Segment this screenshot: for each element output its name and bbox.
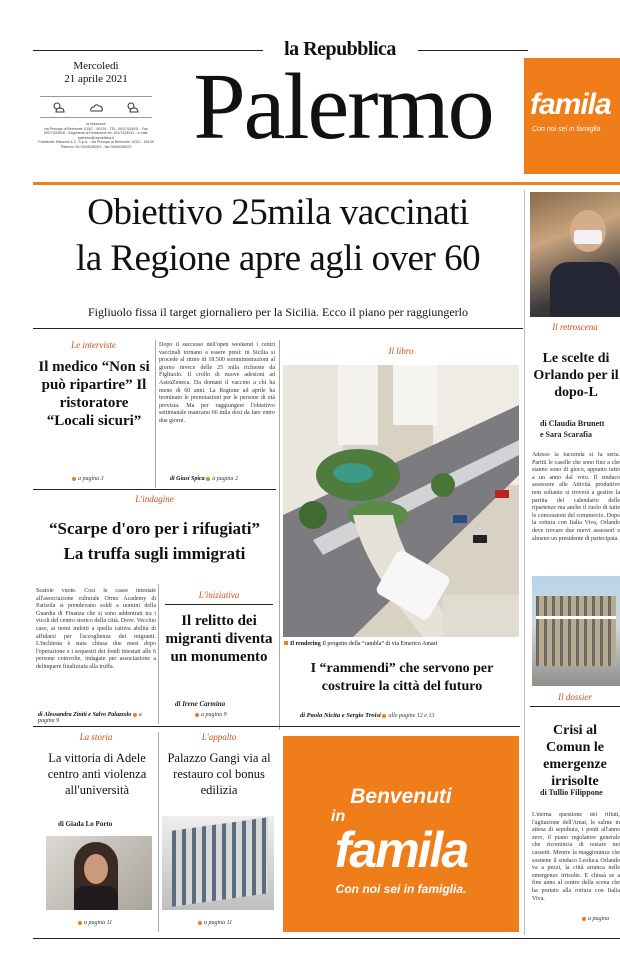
rendering-caption bbox=[284, 641, 520, 647]
sun-cloud-icon bbox=[125, 98, 141, 117]
main-page-ref[interactable] bbox=[206, 476, 238, 482]
col-sep-1 bbox=[155, 340, 156, 488]
date-day: Mercoledì bbox=[73, 60, 119, 72]
right-col-separator bbox=[524, 190, 525, 935]
ad-top-brand: famila bbox=[530, 88, 611, 121]
inquiry-rule bbox=[33, 489, 276, 490]
col-sep-3 bbox=[158, 584, 159, 724]
cloud-icon bbox=[88, 98, 104, 117]
inquiry-headline-1: “Scarpe d'oro per i rifugiati” bbox=[49, 519, 260, 538]
dossier-body: L'eterna questione dei rifiuti, l'agitazione dell'Amat, le salme in attesa di sepoltura, i ponti all'anno zero, il piano regolatore generale che ricomincia di restare nei cassetti. Mentre la maggioranza che sostiene il sindaco Leoluca Orlando va a pezzi, la città arranca nelle emergenze irrisolte. E chissà se a fine anno al centro della scena che ha portato alla rottura con Italia Viva. bbox=[532, 812, 620, 902]
dossier-page-ref[interactable] bbox=[582, 916, 609, 922]
masthead-rule-left bbox=[33, 50, 263, 51]
sun-cloud-icon bbox=[51, 98, 67, 117]
ad-main-welcome bbox=[283, 786, 519, 808]
date-box bbox=[36, 60, 156, 86]
inquiry-byline-row bbox=[38, 712, 158, 724]
ad-main-line1: Benvenuti bbox=[350, 785, 452, 808]
dossier-byline: di Tullio Filippone bbox=[540, 788, 603, 797]
contract-kicker: L'appalto bbox=[201, 732, 237, 742]
story-byline: di Giada Lo Porto bbox=[58, 820, 113, 828]
main-byline-row bbox=[170, 476, 238, 482]
interview-page-ref-text: a pagina 3 bbox=[78, 476, 104, 482]
caption-bold: Il rendering bbox=[290, 641, 321, 647]
brand-logo: la Repubblica bbox=[284, 38, 396, 60]
retro-byline bbox=[540, 418, 620, 440]
rendering-image bbox=[283, 365, 519, 637]
retro-headline[interactable]: Le scelte di Orlando per il dopo-L bbox=[533, 351, 619, 400]
adele-photo bbox=[46, 836, 152, 910]
initiative-page-ref-text: a pagina 9 bbox=[201, 712, 227, 718]
main-headline-line2: la Regione apre agli over 60 bbox=[75, 238, 481, 279]
colophon: la redazione via Principe di Belmonte 103/C - 90139 - TEL. 091/7434911 - Fax 091/7434918 - Segreteria di Redazione tel. 091/7434911 - e-mail: palermo@repubblica.it Pubblicità: Manzoni & C. S.p.A. - via Principe di Belmonte 103/C - 90139 Palermo Tel 091/6036901 - fax 091/6036923 bbox=[38, 122, 154, 149]
initiative-headline[interactable]: Il relitto dei migranti diventa un monumento bbox=[165, 613, 273, 665]
page-bottom-rule bbox=[33, 938, 620, 939]
bottom-row-rule bbox=[33, 726, 520, 727]
inquiry-byline: di Alessandra Ziniti bbox=[38, 712, 87, 718]
contract-page-ref-text: a pagina 11 bbox=[204, 920, 233, 926]
city-title: Palermo bbox=[193, 55, 493, 159]
book-byline-row bbox=[300, 712, 520, 719]
masthead-rule-right bbox=[418, 50, 528, 51]
book-kicker: Il libro bbox=[388, 346, 414, 356]
retro-byline-1: di Claudia Brunett bbox=[540, 419, 605, 428]
date-full: 21 aprile 2021 bbox=[64, 73, 128, 85]
inquiry-headline-2: La truffa sugli immigrati bbox=[63, 544, 246, 563]
inquiry-kicker: L'indagine bbox=[135, 494, 174, 504]
ad-famila-top[interactable] bbox=[524, 58, 620, 174]
story-page-ref-text: a pagina 11 bbox=[84, 920, 113, 926]
interview-kicker: Le interviste bbox=[71, 340, 116, 350]
inquiry-body: Scatole vuote. Così le casse intestate all'associazione culturale Ormo Academy di Parisola si prendevano soldi a uomini della Guardia di Finanza che si sono addentrati tra i vicoli del centro storico della città. Dove. Vecchio caso, ai nomi indotti a quella cattiva abilità di affidarsi per l'accoglienza dei migranti. L'inchiesta è stata chiusa due mesi dopo l'operazione e i sequestri dei fondi intestati alle 6 persone coinvolte, indagate per associazione a delinquere finalizzata alla truffa. bbox=[36, 588, 156, 670]
dossier-kicker: Il dossier bbox=[558, 692, 592, 702]
initiative-page-ref[interactable] bbox=[195, 712, 227, 718]
book-byline: di Paola Nicita e Sergio Troisi bbox=[300, 712, 381, 719]
retro-byline-2: e Sara Scarafia bbox=[540, 430, 592, 439]
dossier-page-ref-text: a pagina bbox=[588, 916, 610, 922]
weather-strip bbox=[40, 96, 152, 118]
main-byline: di Giusi Spica bbox=[170, 476, 205, 482]
masthead-orange-bar bbox=[33, 182, 620, 185]
retro-body: Adesso la faccenda si fa seria. Partiti le caselle che sono fino a che stanno sono di gioco, appunto tutto a un anno dal voto. Il sindaco assessore alle Attività produttive non soltanto si troverà a gestire la partita del calendario delle ripartenze ma anche il ruolo di tutte le concessioni del commercio. Dopo la rottura con Italia Viva, Orlando deve trovare due nuovi assessori e almeno un presidente di partecipata. bbox=[532, 452, 620, 542]
book-page-ref[interactable] bbox=[382, 713, 434, 719]
initiative-byline: di Irene Carmina bbox=[175, 700, 226, 708]
initiative-rule bbox=[165, 604, 273, 605]
caption-text: Il progetto della “rambla” di via Emerico Amari bbox=[322, 641, 438, 647]
ad-top-tagline: Con noi sei in famiglia bbox=[532, 126, 601, 133]
inquiry-byline-2: e Salvo Palazzolo bbox=[88, 712, 132, 718]
building-photo bbox=[532, 576, 620, 686]
inquiry-page-ref-text: a pagina 9 bbox=[38, 712, 142, 724]
retro-kicker: Il retroscena bbox=[552, 322, 598, 332]
orlando-photo bbox=[530, 192, 620, 317]
main-subhead: Figliuolo fissa il target giornaliero per la Sicilia. Ecco il piano per raggiungerlo bbox=[87, 305, 468, 319]
contract-headline[interactable]: Palazzo Gangi via al restauro col bonus edilizia bbox=[167, 751, 271, 797]
main-headline-line1: Obiettivo 25mila vaccinati bbox=[87, 192, 469, 233]
dossier-headline[interactable]: Crisi al Comun le emergenze irrisolte bbox=[543, 723, 607, 789]
ad-famila-main[interactable] bbox=[283, 736, 519, 932]
ad-main-tagline: Con noi sei in famiglia. bbox=[335, 882, 467, 896]
main-rule bbox=[33, 328, 523, 329]
main-body: Dopo il successo dell'open weekend i centri vaccinali tornano a essere presi: in Sicilia si procede al ritmo di 18.500 somministrazioni al giorno invece delle 25 mila richieste da Figliuolo. Il crollo di nuove adesioni ad AstraZeneca. Da domani il vaccino a chi ha meno di 60 anni. La Regione ad aprile ha terminato le prenotazioni per le persone di età prevista. Ma per raggiungere l'obiettivo settimanale mancano 66 mila dosi da fare entro due giorni. bbox=[159, 342, 275, 424]
col-sep-2 bbox=[279, 340, 280, 730]
dossier-rule bbox=[530, 706, 620, 707]
main-page-ref-text: a pagina 2 bbox=[212, 476, 238, 482]
story-kicker: La storia bbox=[79, 732, 113, 742]
initiative-kicker: L'iniziativa bbox=[198, 590, 240, 600]
inquiry-headline[interactable] bbox=[33, 516, 276, 566]
interview-page-ref[interactable] bbox=[72, 476, 104, 482]
contract-page-ref[interactable] bbox=[198, 920, 232, 926]
main-headline[interactable] bbox=[33, 190, 523, 282]
col-sep-4 bbox=[158, 732, 159, 932]
ad-main-brand: famila bbox=[334, 822, 468, 878]
palazzo-photo bbox=[162, 816, 274, 910]
rendering-svg bbox=[283, 365, 519, 637]
book-headline[interactable]: I “rammendi” che servono per costruire la città del futuro bbox=[310, 661, 494, 694]
story-page-ref[interactable] bbox=[78, 920, 112, 926]
book-page-ref-text: alle pagine 12 e 13 bbox=[388, 713, 435, 719]
interview-headline[interactable]: Il medico “Non si può ripartire” Il ristoratore “Locali sicuri” bbox=[38, 359, 150, 429]
ad-main-line2: in bbox=[331, 808, 346, 825]
story-headline[interactable]: La vittoria di Adele centro anti violenza all'università bbox=[47, 751, 147, 797]
